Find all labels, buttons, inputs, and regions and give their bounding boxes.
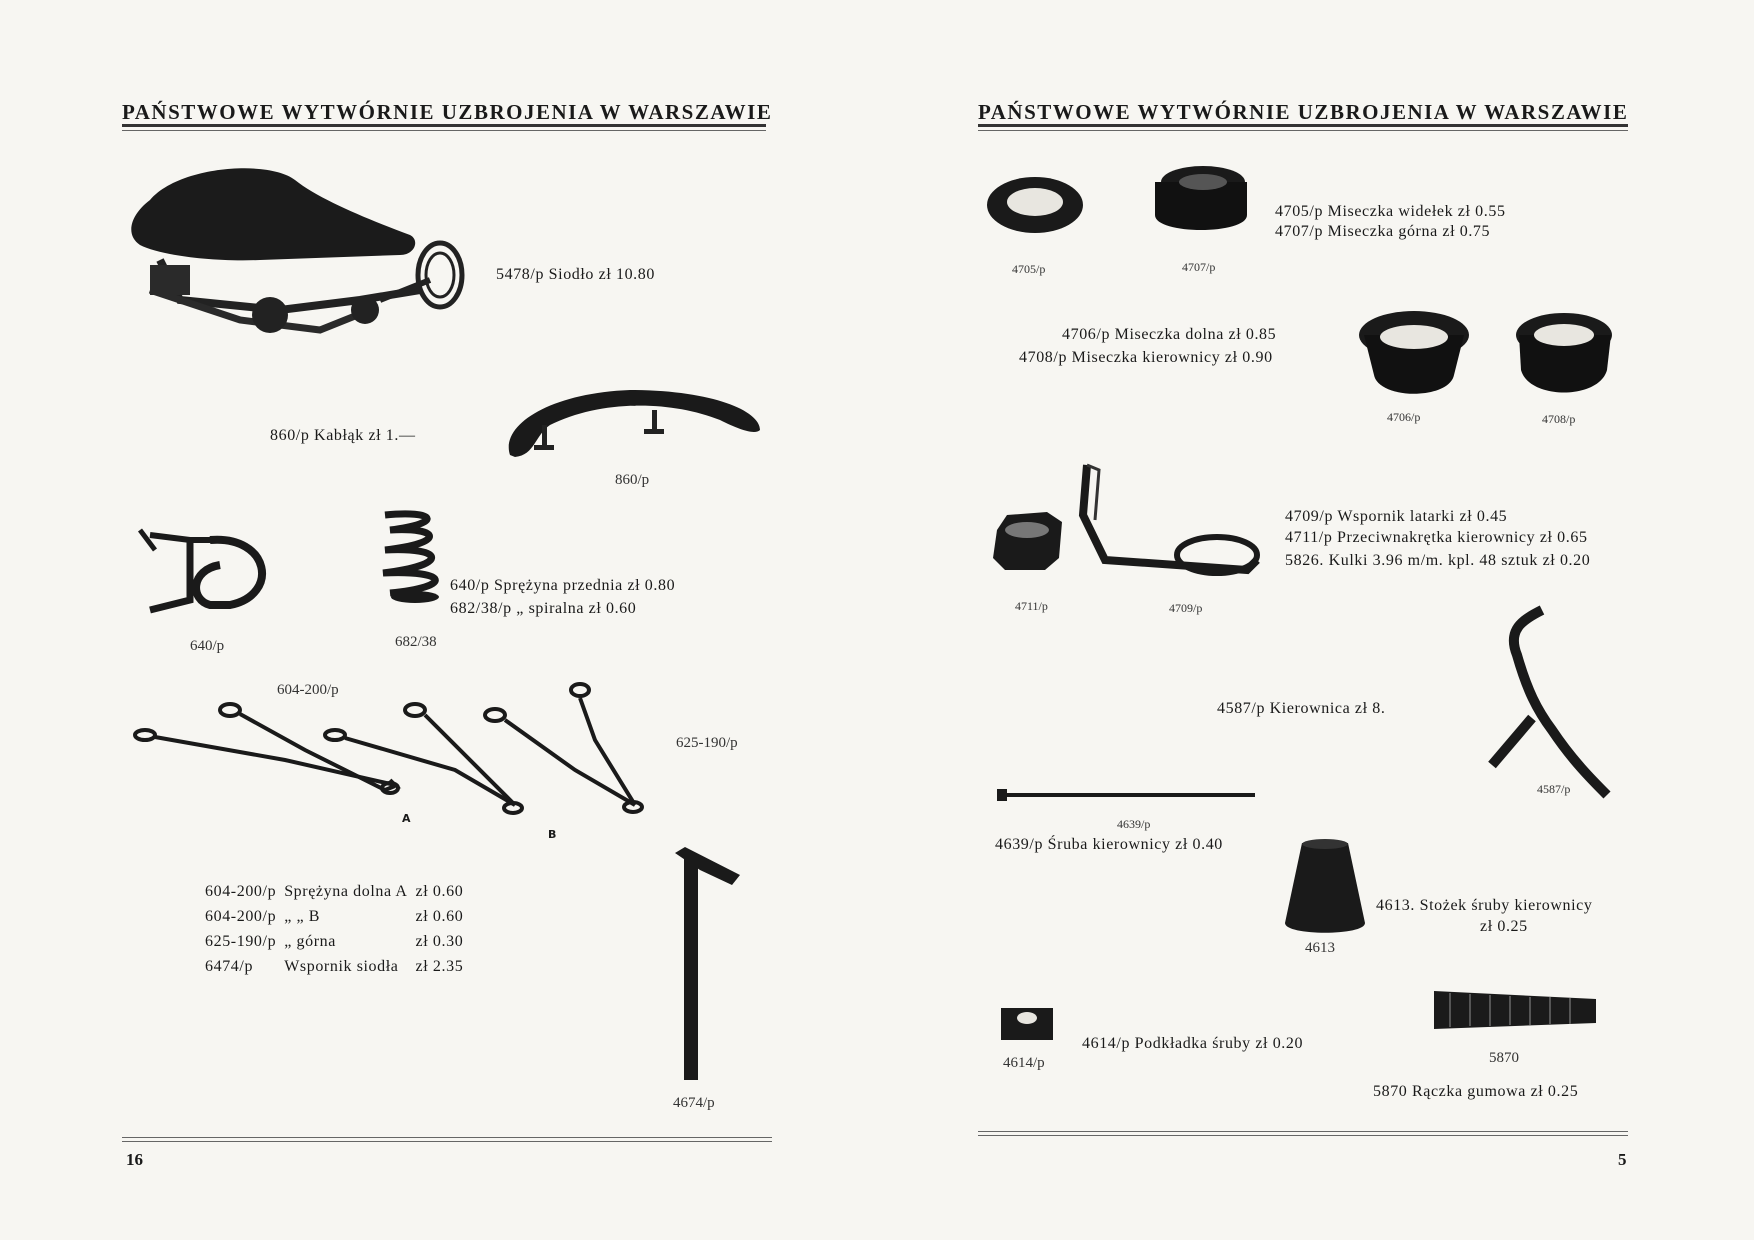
table-row <box>205 905 471 930</box>
coil-spring-caption: 682/38 <box>395 634 437 650</box>
cup-caption-4705: 4705/p <box>1012 262 1046 276</box>
lamp-bracket-price: 4709/p Wspornik latarki zł 0.45 <box>1285 508 1508 525</box>
row-name: „ górna <box>284 933 336 950</box>
row-code: 625-190/p <box>205 933 277 950</box>
header-rule-thin <box>122 130 766 131</box>
page-number: 16 <box>126 1150 143 1169</box>
washer-caption: 4614/p <box>1003 1055 1045 1071</box>
wire-caption-604: 604-200/p <box>277 682 339 698</box>
row-code: 604-200/p <box>205 908 277 925</box>
header-rule <box>978 124 1628 127</box>
saddle-image <box>120 160 480 350</box>
front-spring-image <box>130 525 280 615</box>
bow-caption: 860/p <box>615 472 650 488</box>
bow-price: 860/p Kabłąk zł 1.— <box>270 427 416 444</box>
row-code: 6474/p <box>205 958 254 975</box>
front-spring-caption: 640/p <box>190 638 225 654</box>
cup-caption-4706: 4706/p <box>1387 410 1421 424</box>
row-price: zł 0.60 <box>415 908 464 925</box>
grip-caption: 5870 <box>1489 1050 1519 1066</box>
seatpost-image <box>670 845 750 1085</box>
cup-caption-4707: 4707/p <box>1182 260 1216 274</box>
steering-cups-top-image <box>985 160 1255 250</box>
bolt-caption: 4639/p <box>1117 817 1151 831</box>
row-code: 604-200/p <box>205 883 277 900</box>
coil-spring-price: 682/38/p „ spiralna zł 0.60 <box>450 600 637 617</box>
header-rule <box>122 124 766 127</box>
balls-price: 5826. Kulki 3.96 m/m. kpl. 48 sztuk zł 0.20 <box>1285 552 1591 569</box>
cup-price-4705: 4705/p Miseczka widełek zł 0.55 <box>1275 203 1506 220</box>
row-price: zł 0.30 <box>415 933 464 950</box>
lamp-bracket-caption: 4709/p <box>1169 601 1203 615</box>
front-spring-price: 640/p Sprężyna przednia zł 0.80 <box>450 577 676 594</box>
table-row <box>205 880 471 905</box>
row-name: „ „ B <box>284 908 321 925</box>
seatpost-caption: 4674/p <box>673 1095 715 1111</box>
page-header: PAŃSTWOWE WYTWÓRNIE UZBROJENIA W WARSZAWIE <box>122 100 773 124</box>
washer-image <box>997 1000 1057 1045</box>
header-rule-thin <box>978 130 1628 131</box>
wire-caption-625: 625-190/p <box>676 735 738 751</box>
steering-cups-bottom-image <box>1349 305 1629 405</box>
row-name: Wspornik siodła <box>284 958 399 975</box>
bolt-price: 4639/p Śruba kierownicy zł 0.40 <box>995 836 1223 853</box>
row-price: zł 0.60 <box>415 883 464 900</box>
handlebar-caption: 4587/p <box>1537 782 1571 796</box>
footer-rule <box>978 1135 1628 1136</box>
page-number: 5 <box>1618 1150 1627 1169</box>
handlebar-bolt-image <box>997 785 1257 805</box>
locknut-caption: 4711/p <box>1015 599 1048 613</box>
right-page <box>877 0 1754 1240</box>
table-row <box>205 955 471 980</box>
cup-price-4708: 4708/p Miseczka kierownicy zł 0.90 <box>1019 349 1273 366</box>
coil-spring-image <box>375 505 455 605</box>
row-price: zł 2.35 <box>415 958 464 975</box>
wire-label-a: A <box>402 812 411 825</box>
bolt-cone-image <box>1280 838 1370 938</box>
page-header: PAŃSTWOWE WYTWÓRNIE UZBROJENIA W WARSZAWIE <box>978 100 1629 124</box>
washer-price: 4614/p Podkładka śruby zł 0.20 <box>1082 1035 1304 1052</box>
table-row <box>205 930 471 955</box>
cone-price-line1: 4613. Stożek śruby kierownicy <box>1376 897 1593 914</box>
cone-caption: 4613 <box>1305 940 1335 956</box>
cup-caption-4708: 4708/p <box>1542 412 1576 426</box>
footer-rule <box>122 1141 772 1142</box>
row-name: Sprężyna dolna A <box>284 883 408 900</box>
rubber-grip-image <box>1430 985 1600 1035</box>
handlebar-image <box>1442 600 1622 800</box>
wire-label-b: B <box>548 828 557 841</box>
wire-springs-image <box>125 680 725 820</box>
saddle-price: 5478/p Siodło zł 10.80 <box>496 266 655 283</box>
cone-price-line2: zł 0.25 <box>1480 918 1528 935</box>
footer-rule <box>122 1137 772 1138</box>
lamp-bracket-image <box>987 460 1277 590</box>
spring-price-table <box>205 880 471 980</box>
bow-image <box>490 385 770 465</box>
footer-rule <box>978 1131 1628 1132</box>
cup-price-4707: 4707/p Miseczka górna zł 0.75 <box>1275 223 1491 240</box>
cup-price-4706: 4706/p Miseczka dolna zł 0.85 <box>1062 326 1277 343</box>
handlebar-price: 4587/p Kierownica zł 8. <box>1217 700 1386 717</box>
grip-price: 5870 Rączka gumowa zł 0.25 <box>1373 1083 1579 1100</box>
locknut-price: 4711/p Przeciwnakrętka kierownicy zł 0.65 <box>1285 529 1588 546</box>
